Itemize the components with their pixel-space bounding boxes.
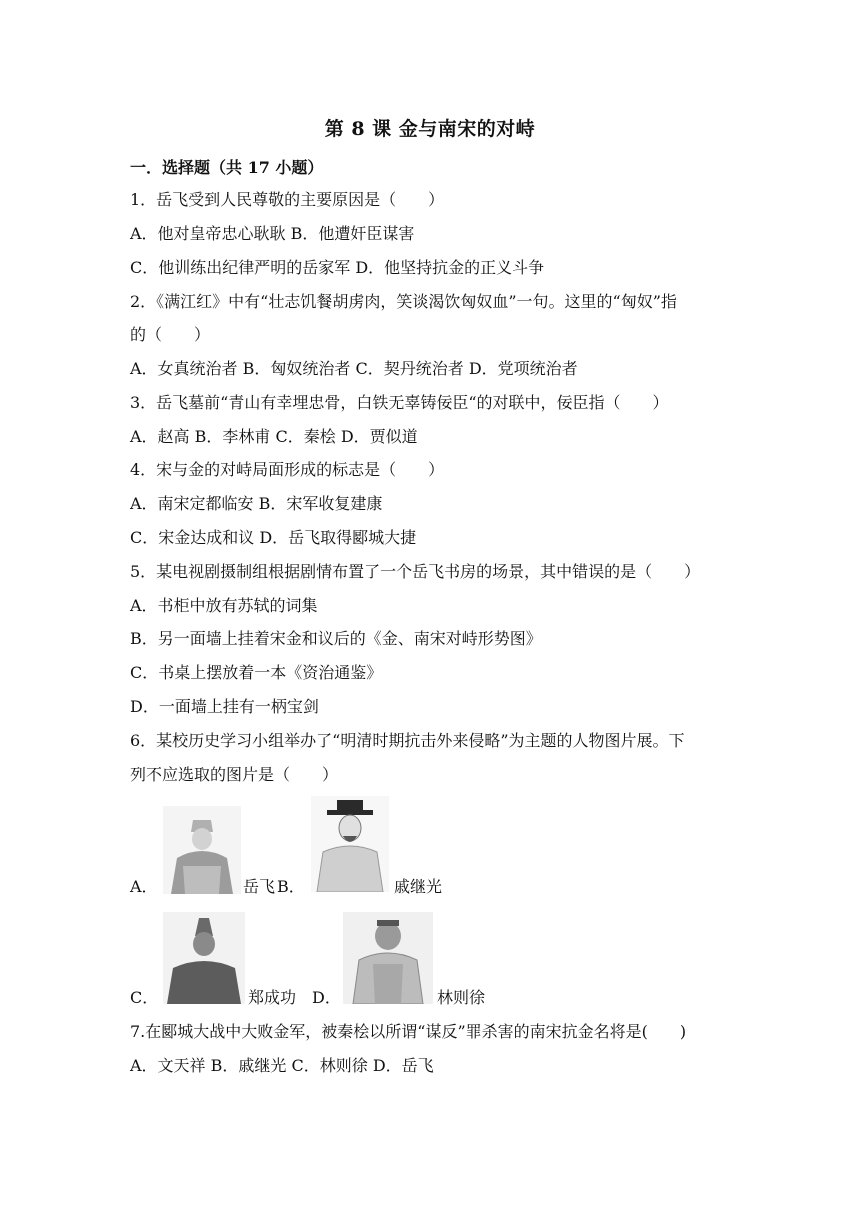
question-3-options: A．赵高 B．李林甫 C．秦桧 D．贾似道 bbox=[130, 427, 418, 446]
question-6-option-c-letter: C． bbox=[130, 988, 159, 1007]
question-5-option-a: A．书柜中放有苏轼的词集 bbox=[130, 596, 318, 615]
section-heading: 一．选择题（共 17 小题） bbox=[130, 158, 324, 177]
question-2-stem-line2: 的（ ） bbox=[130, 325, 211, 344]
question-5-option-b: B．另一面墙上挂着宋金和议后的《金、南宋对峙形势图》 bbox=[130, 629, 542, 648]
question-6-stem-line2: 列不应选取的图片是（ ） bbox=[130, 765, 339, 784]
question-4-options-ab: A．南宋定都临安 B．宋军收复建康 bbox=[130, 494, 383, 513]
question-2-options: A．女真统治者 B．匈奴统治者 C．契丹统治者 D．党项统治者 bbox=[130, 359, 578, 378]
qi-jiguang-portrait-image bbox=[311, 796, 389, 892]
question-6-option-b-letter: B． bbox=[277, 877, 305, 896]
question-1-stem: 1．岳飞受到人民尊敬的主要原因是（ ） bbox=[130, 190, 445, 209]
question-3-stem: 3．岳飞墓前“青山有幸埋忠骨，白铁无辜铸佞臣“的对联中，佞臣指（ ） bbox=[130, 393, 669, 412]
question-1-options-ab: A．他对皇帝忠心耿耿 B．他遭奸臣谋害 bbox=[130, 224, 415, 243]
zheng-chenggong-statue-image bbox=[163, 912, 245, 1004]
question-7-stem: 7.在郾城大战中大败金军，被秦桧以所谓“谋反”罪杀害的南宋抗金名将是( ) bbox=[130, 1022, 687, 1041]
question-4-options-cd: C．宋金达成和议 D．岳飞取得郾城大捷 bbox=[130, 528, 417, 547]
lin-zexu-portrait-image bbox=[343, 912, 433, 1004]
question-2-stem-line1: 2．《满江红》中有“壮志饥餐胡虏肉，笑谈渴饮匈奴血”一句。这里的“匈奴”指 bbox=[130, 292, 677, 311]
question-6-option-a-letter: A． bbox=[130, 877, 158, 896]
question-6-stem-line1: 6．某校历史学习小组举办了“明清时期抗击外来侵略”为主题的人物图片展。下 bbox=[130, 731, 685, 750]
question-6-option-d-name: 林则徐 bbox=[437, 988, 486, 1007]
question-6-option-d-letter: D． bbox=[312, 988, 341, 1007]
question-5-option-c: C．书桌上摆放着一本《资治通鉴》 bbox=[130, 663, 383, 682]
question-1-options-cd: C．他训练出纪律严明的岳家军 D．他坚持抗金的正义斗争 bbox=[130, 258, 545, 277]
question-4-stem: 4．宋与金的对峙局面形成的标志是（ ） bbox=[130, 460, 445, 479]
question-7-options: A．文天祥 B．戚继光 C．林则徐 D．岳飞 bbox=[130, 1056, 434, 1075]
question-6-option-a-name: 岳飞 bbox=[243, 877, 276, 896]
question-6-option-b-name: 戚继光 bbox=[394, 877, 443, 896]
question-6-option-c-name: 郑成功 bbox=[248, 988, 297, 1007]
question-5-stem: 5．某电视剧摄制组根据剧情布置了一个岳飞书房的场景，其中错误的是（ ） bbox=[130, 562, 701, 581]
lesson-title: 第 8 课 金与南宋的对峙 bbox=[324, 118, 536, 140]
yue-fei-portrait-image bbox=[163, 806, 241, 894]
question-5-option-d: D．一面墙上挂有一柄宝剑 bbox=[130, 697, 319, 716]
